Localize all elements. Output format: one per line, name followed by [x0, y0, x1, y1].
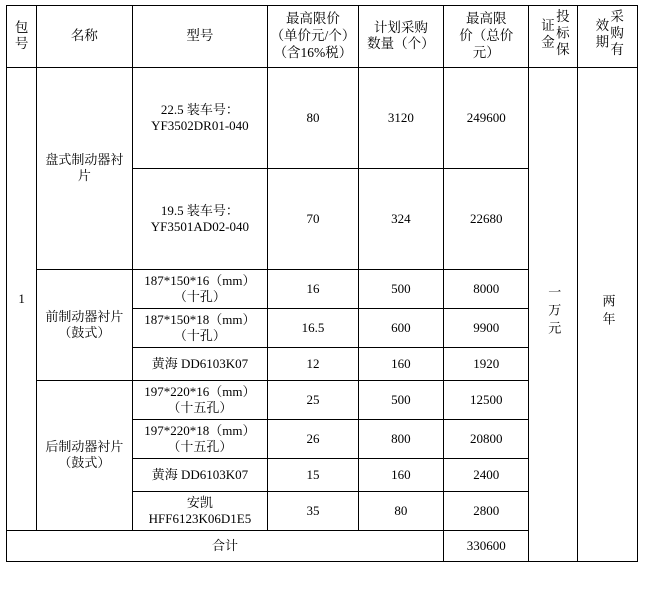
table-header-row: [7, 6, 638, 68]
plan-quantity-value: 500: [391, 391, 411, 407]
cell-model: [132, 380, 268, 419]
cell-max-total-price: [444, 419, 529, 458]
cell-plan-quantity: [358, 347, 443, 380]
cell-model: [132, 419, 268, 458]
cell-max-total-price: [444, 67, 529, 168]
model-line2: HFF6123K06D1E5: [148, 510, 252, 526]
cell-max-unit-price: [268, 67, 358, 168]
cell-model: [132, 168, 268, 269]
cell-model: [132, 308, 268, 347]
cell-max-total-price: [444, 168, 529, 269]
procurement-price-table-page: [0, 5, 646, 592]
group-name-label: 盘式制动器衬片: [45, 152, 124, 184]
cell-max-total-price: [444, 347, 529, 380]
cell-group-name-front-drum: [37, 269, 132, 380]
cell-model: [132, 491, 268, 530]
header-max-total-line1: 最高限: [465, 11, 507, 27]
procurement-limit-price-table: [6, 5, 638, 562]
max-total-price-value: 1920: [473, 355, 500, 371]
group-name-label: 前制动器衬片（鼓式）: [45, 308, 124, 340]
plan-quantity-value: 500: [391, 280, 411, 296]
max-total-price-value: 2400: [473, 466, 500, 482]
cell-max-unit-price: [268, 419, 358, 458]
header-package-no-label: 包号: [14, 19, 29, 52]
header-max-total-line2: 价（总价: [459, 28, 514, 43]
header-name-label: 名称: [70, 28, 98, 43]
header-name: [37, 6, 132, 68]
table-row: [7, 67, 638, 168]
header-max-unit-price: [268, 6, 358, 68]
model-line1: 黄海 DD6103K07: [151, 355, 249, 371]
model-line2: YF3501AD02-040: [150, 218, 250, 234]
max-total-price-value: 249600: [466, 109, 506, 125]
header-max-unit-price-line2: （单价元/个）: [270, 28, 356, 43]
max-total-price-value: 12500: [469, 391, 503, 407]
max-unit-price-value: 15: [306, 466, 320, 482]
cell-plan-quantity: [358, 380, 443, 419]
cell-model: [132, 269, 268, 308]
max-unit-price-value: 16: [306, 280, 320, 296]
cell-plan-quantity: [358, 269, 443, 308]
valid-period-value: 两年: [600, 294, 616, 331]
model-line1: 22.5 装车号：: [160, 101, 239, 117]
model-line1: 黄海 DD6103K07: [151, 466, 249, 482]
cell-group-name-rear-drum: [37, 380, 132, 530]
header-max-unit-price-line1: 最高限价: [285, 11, 340, 27]
header-valid-period: [577, 6, 637, 68]
max-unit-price-value: 35: [306, 502, 320, 518]
header-plan-quantity-line2: 数量（个）: [367, 36, 435, 52]
group-name-label: 后制动器衬片（鼓式）: [45, 439, 124, 471]
header-model-label: 型号: [186, 28, 214, 43]
plan-quantity-value: 160: [391, 466, 411, 482]
max-total-price-value: 2800: [473, 502, 500, 518]
model-line2: YF3502DR01-040: [151, 117, 249, 133]
cell-package-no: [7, 67, 37, 530]
cell-max-total-price: [444, 308, 529, 347]
max-total-price-value: 20800: [469, 430, 503, 446]
plan-quantity-value: 160: [391, 355, 411, 371]
model-line1: 197*220*16（mm）: [144, 383, 256, 399]
cell-plan-quantity: [358, 168, 443, 269]
cell-model: [132, 458, 268, 491]
cell-max-unit-price: [268, 491, 358, 530]
header-max-total-line3: 元）: [472, 44, 500, 60]
cell-max-total-price: [444, 458, 529, 491]
model-line1: 187*150*16（mm）: [144, 272, 256, 288]
plan-quantity-value: 324: [391, 210, 411, 226]
model-line2: （十五孔）: [167, 438, 233, 454]
plan-quantity-value: 3120: [387, 109, 414, 125]
bid-bond-value: 一万元: [546, 285, 562, 340]
model-line1: 安凯: [186, 494, 213, 510]
cell-max-unit-price: [268, 269, 358, 308]
max-unit-price-value: 26: [306, 430, 320, 446]
max-unit-price-value: 25: [306, 391, 320, 407]
cell-total-value: [444, 530, 529, 561]
cell-plan-quantity: [358, 458, 443, 491]
cell-valid-period: [577, 67, 637, 561]
header-bid-bond-label: 投标保证金: [539, 9, 569, 59]
model-line1: 197*220*18（mm）: [144, 422, 256, 438]
model-line2: （十孔）: [173, 288, 226, 304]
cell-group-name-disc-brake: [37, 67, 132, 269]
cell-max-unit-price: [268, 458, 358, 491]
header-package-no: [7, 6, 37, 68]
cell-max-total-price: [444, 269, 529, 308]
header-plan-quantity-line1: 计划采购: [373, 19, 428, 35]
total-label: 合计: [212, 537, 239, 553]
header-valid-period-label: 采购有效期: [593, 9, 624, 59]
max-unit-price-value: 70: [306, 210, 320, 226]
model-line2: （十孔）: [173, 327, 226, 343]
cell-max-unit-price: [268, 380, 358, 419]
cell-max-unit-price: [268, 168, 358, 269]
plan-quantity-value: 800: [391, 430, 411, 446]
package-no-value: 1: [18, 290, 25, 306]
cell-total-label: [7, 530, 444, 561]
model-line1: 187*150*18（mm）: [144, 311, 256, 327]
model-line2: （十五孔）: [167, 399, 233, 415]
cell-max-unit-price: [268, 308, 358, 347]
model-line1: 19.5 装车号：: [160, 202, 239, 218]
cell-model: [132, 347, 268, 380]
max-unit-price-value: 16.5: [301, 319, 325, 335]
max-total-price-value: 9900: [473, 319, 500, 335]
total-value: 330600: [466, 537, 506, 553]
cell-plan-quantity: [358, 67, 443, 168]
header-bid-bond: [529, 6, 577, 68]
cell-max-total-price: [444, 491, 529, 530]
header-max-unit-price-line3: （含16%税）: [273, 44, 353, 60]
cell-max-unit-price: [268, 347, 358, 380]
max-unit-price-value: 12: [306, 355, 320, 371]
max-total-price-value: 8000: [473, 280, 500, 296]
plan-quantity-value: 600: [391, 319, 411, 335]
max-unit-price-value: 80: [306, 109, 320, 125]
cell-plan-quantity: [358, 491, 443, 530]
cell-max-total-price: [444, 380, 529, 419]
plan-quantity-value: 80: [394, 502, 408, 518]
cell-model: [132, 67, 268, 168]
max-total-price-value: 22680: [469, 210, 503, 226]
header-model: [132, 6, 268, 68]
cell-plan-quantity: [358, 419, 443, 458]
header-max-total-price: [444, 6, 529, 68]
cell-plan-quantity: [358, 308, 443, 347]
cell-bid-bond: [529, 67, 577, 561]
header-plan-quantity: [358, 6, 443, 68]
